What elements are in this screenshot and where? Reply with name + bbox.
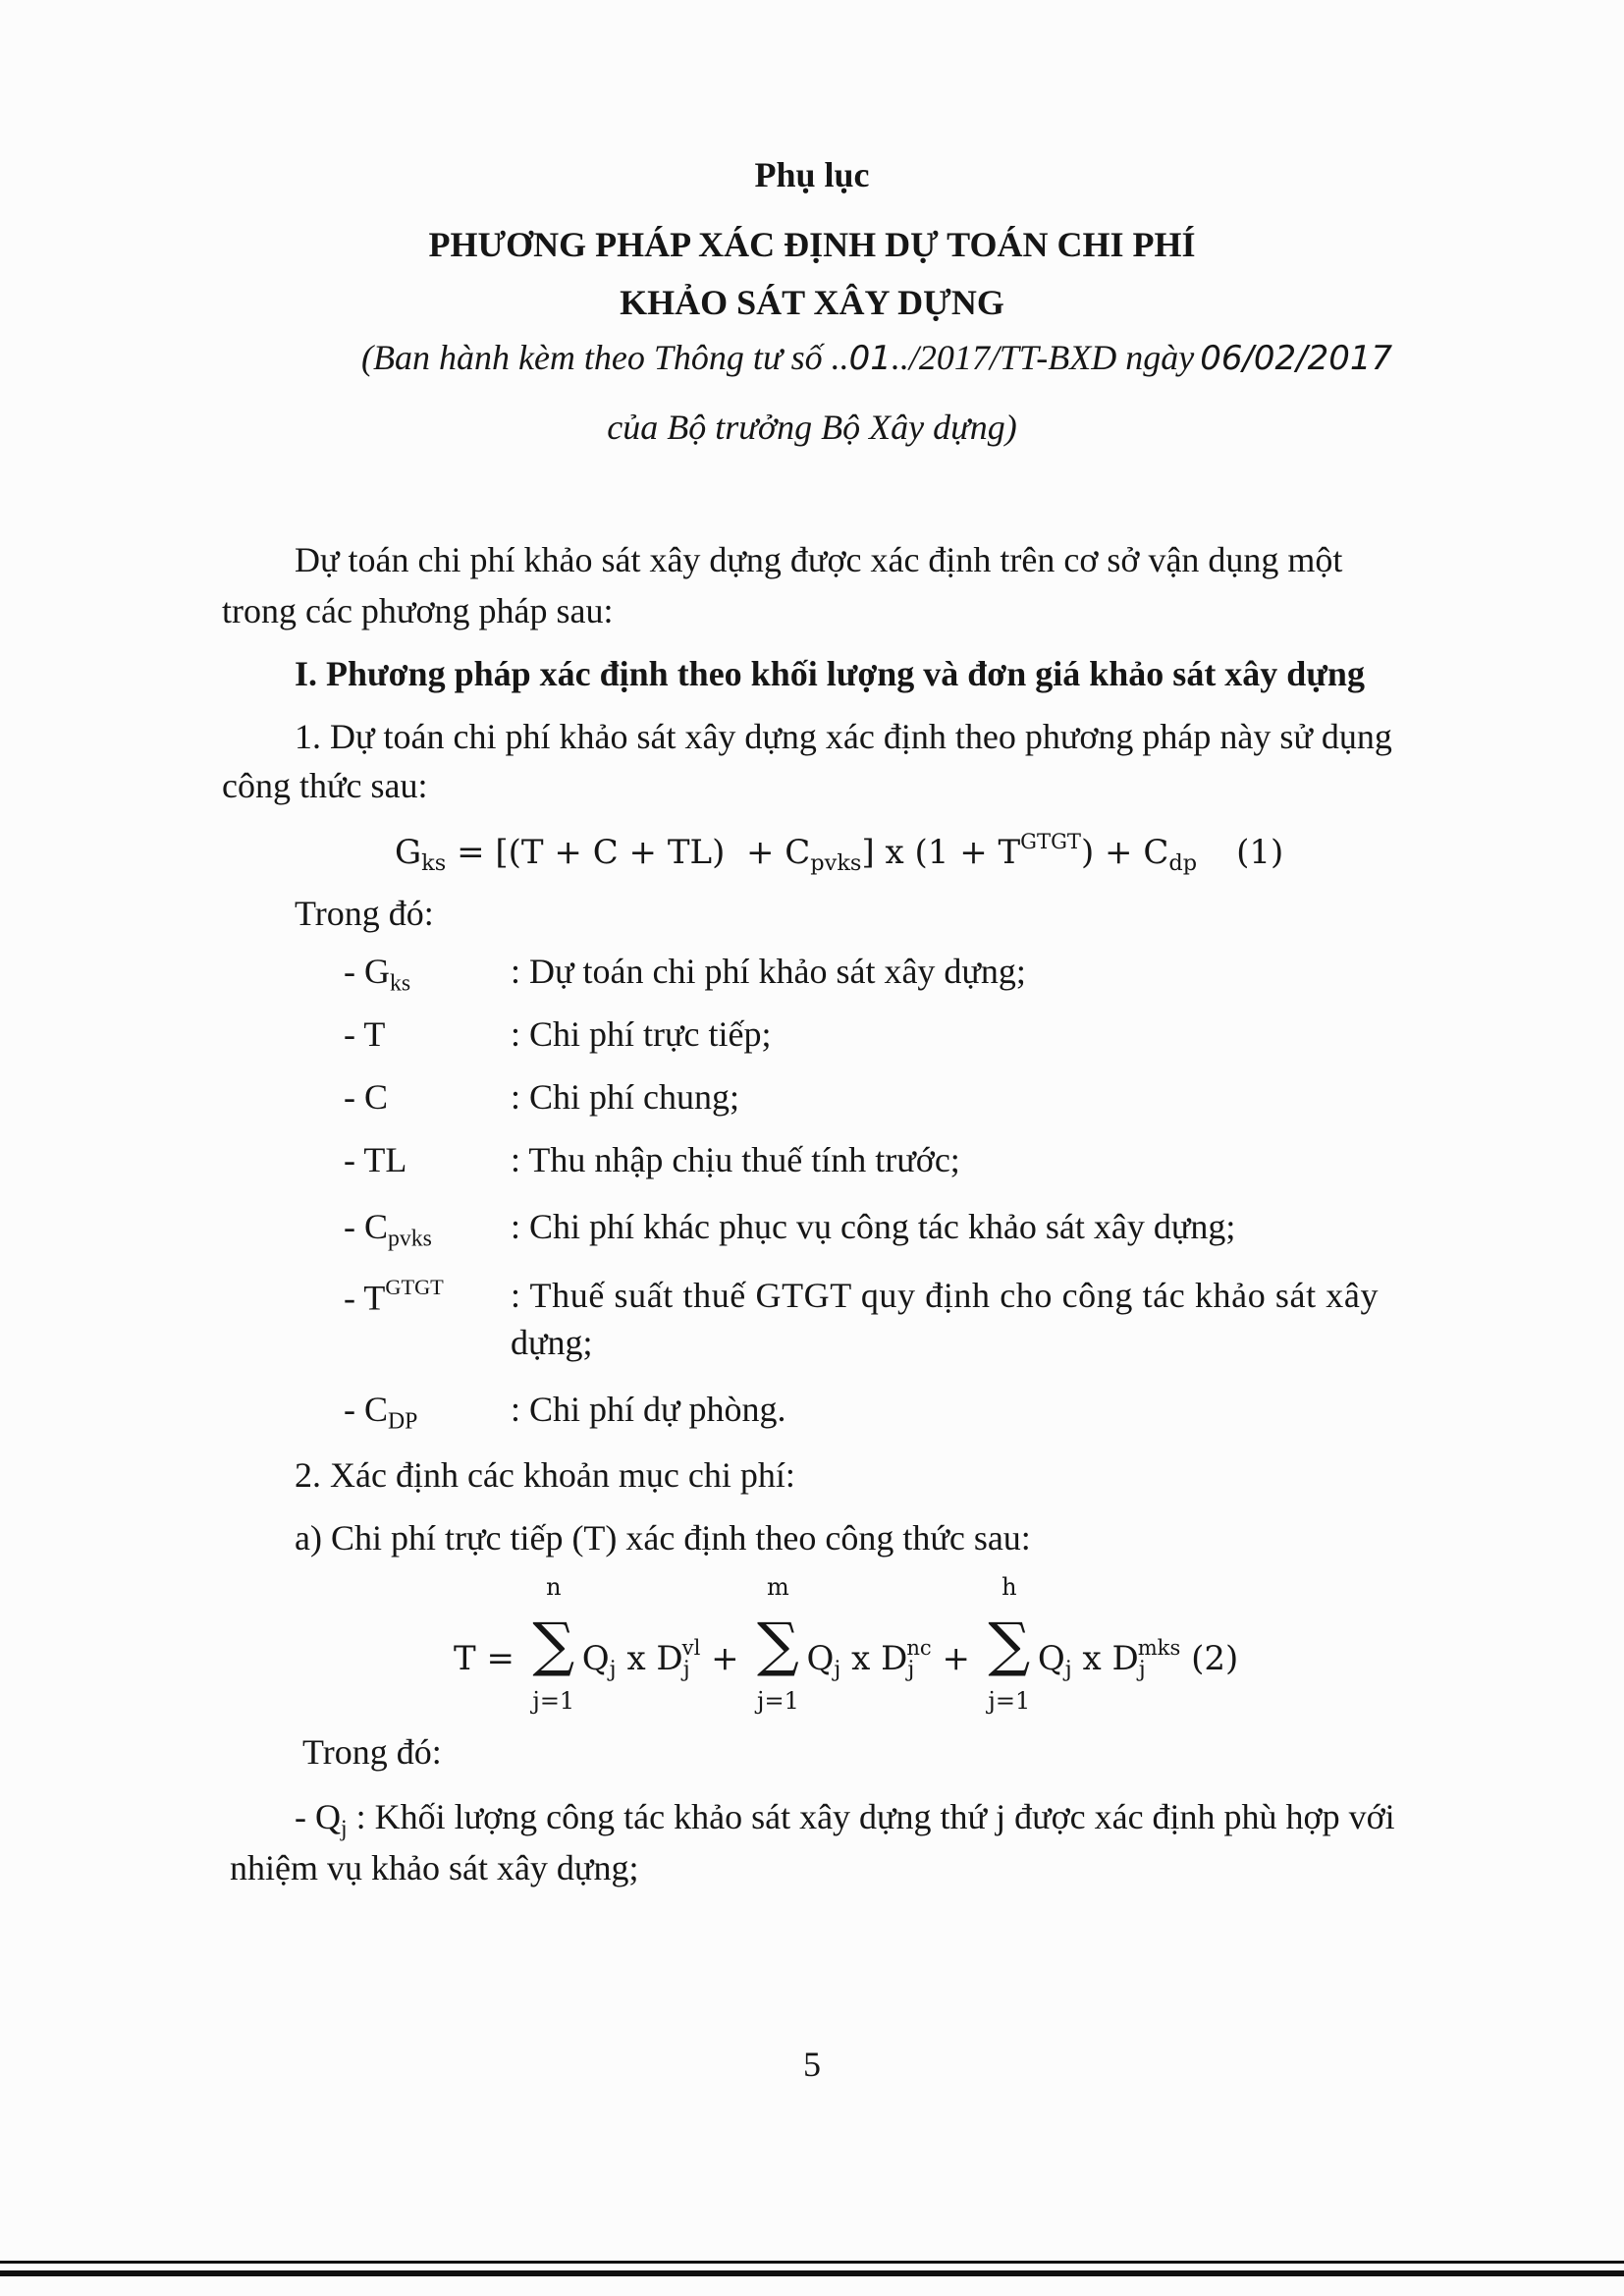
section-heading: I. Phương pháp xác định theo khối lượng và đơn giá khảo sát xây dựng <box>295 654 1365 693</box>
formula-1: $G_{ks} = [(T + C + TL) + C_{pvks}]$ x $(1 + T^{GTGT}) + C_{dp}$ (1) <box>395 829 1284 876</box>
issued-by-line2: của Bộ trưởng Bộ Xây dựng) <box>607 408 1017 447</box>
item2: 2. Xác định các khoản mục chi phí: <box>295 1455 795 1495</box>
item1-line1: 1. Dự toán chi phí khảo sát xây dựng xác định theo phương pháp này sử dụng <box>295 717 1392 756</box>
def-term: - $C_{DP}$ <box>344 1390 418 1435</box>
intro-line2: trong các phương pháp sau: <box>222 591 614 630</box>
def-term: - TL <box>344 1140 407 1179</box>
where-label-2: Trong đó: <box>302 1732 442 1772</box>
page-number: 5 <box>803 2045 821 2084</box>
def-desc: : Dự toán chi phí khảo sát xây dựng; <box>511 952 1026 991</box>
def-term: - C <box>344 1077 388 1117</box>
item2a: a) Chi phí trực tiếp (T) xác định theo công thức sau: <box>295 1518 1031 1558</box>
issued-prefix: (Ban hành kèm theo Thông tư số .. <box>361 338 849 377</box>
formula-1-label: (1) <box>1236 832 1284 872</box>
issued-by-line <box>361 337 1392 378</box>
handwritten-date: 06/02/2017 <box>1200 339 1393 378</box>
qj-line1: - $Q_j$ : Khối lượng công tác khảo sát xây dựng thứ j được xác định phù hợp với <box>295 1797 1395 1842</box>
def-desc-cont: dựng; <box>511 1323 593 1362</box>
handwritten-number: 01 <box>848 339 892 378</box>
def-desc: : Chi phí khác phục vụ công tác khảo sát xây dựng; <box>511 1207 1236 1246</box>
sum-symbol: m ∑ j=1 <box>757 1573 799 1715</box>
appendix-label: Phụ lục <box>754 155 870 194</box>
document-title-line2: KHẢO SÁT XÂY DỰNG <box>620 283 1004 322</box>
item1-line2: công thức sau: <box>222 766 428 805</box>
def-term: - $C_{pvks}$ <box>344 1207 432 1252</box>
def-term: - T <box>344 1014 386 1054</box>
def-desc: : Chi phí dự phòng. <box>511 1390 786 1429</box>
issued-mid: ../2017/TT-BXD ngày <box>891 338 1195 377</box>
def-desc: : Chi phí trực tiếp; <box>511 1014 772 1054</box>
sum-symbol: h ∑ j=1 <box>988 1573 1031 1715</box>
formula-2: T = n ∑ j=1 $Q_j$ x $D_j^{vl}$ + m ∑ j=1 $Q_j$ x $D_j^{nc}$ + h ∑ j=1 $Q_j$ x $D_j^{mks}$ (2) <box>454 1573 1239 1715</box>
def-desc: : Chi phí chung; <box>511 1077 739 1117</box>
def-desc: : Thuế suất thuế GTGT quy định cho công tác khảo sát xây <box>511 1276 1380 1315</box>
scan-rule <box>0 2270 1624 2276</box>
intro-line1: Dự toán chi phí khảo sát xây dựng được xác định trên cơ sở vận dụng một <box>295 540 1343 579</box>
document-title-line1: PHƯƠNG PHÁP XÁC ĐỊNH DỰ TOÁN CHI PHÍ <box>428 225 1196 264</box>
def-term: - $T^{GTGT}$ <box>344 1275 444 1318</box>
sum-symbol: n ∑ j=1 <box>532 1573 575 1715</box>
scan-rule <box>0 2261 1624 2264</box>
def-term: - $G_{ks}$ <box>344 952 411 997</box>
qj-line2: nhiệm vụ khảo sát xây dựng; <box>230 1848 639 1887</box>
def-desc: : Thu nhập chịu thuế tính trước; <box>511 1140 960 1179</box>
where-label: Trong đó: <box>295 894 434 933</box>
